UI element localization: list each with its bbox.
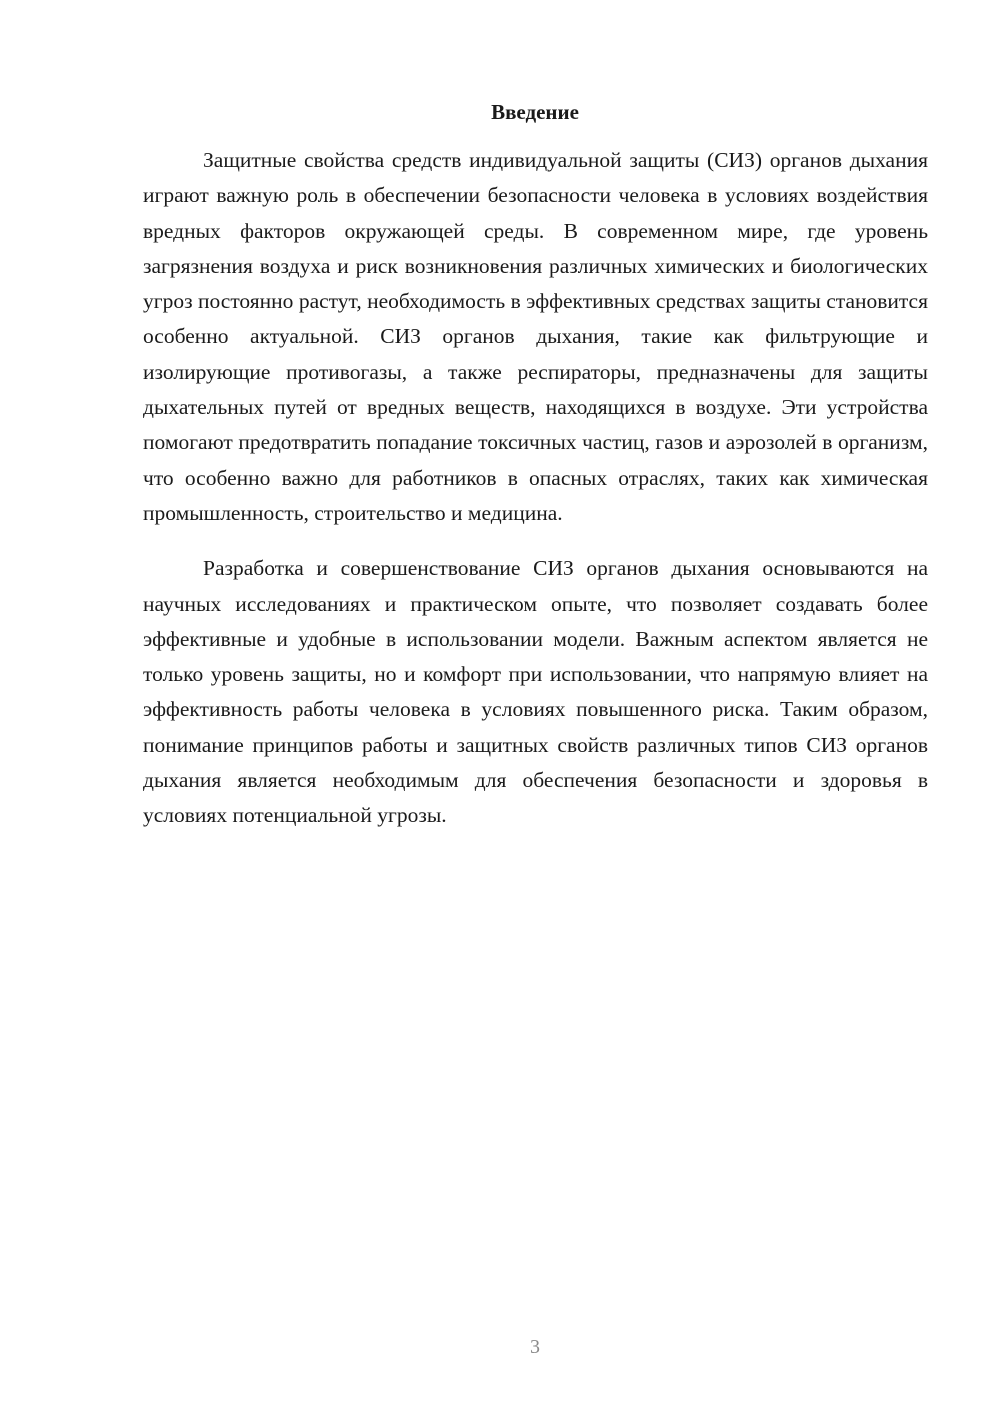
section-heading: Введение [491, 100, 579, 124]
paragraph-1: Защитные свойства средств индивидуальной защиты (СИЗ) органов дыхания играют важную роль в обеспечении безопасности человека в условиях воздействия вредных факторов окружающей среды. В современном мире, где уровень загрязнения воздуха и риск возникновения различных химических и биологических угроз постоянно растут, необходимость в эффективных средствах защиты становится особенно актуальной. СИЗ органов дыхания, такие как фильтрующие и изолирующие противогазы, а также респираторы, предназначены для защиты дыхательных путей от вредных веществ, находящихся в воздухе. Эти устройства помогают предотвратить попадание токсичных частиц, газов и аэрозолей в организм, что особенно важно для работников в опасных отраслях, таких как химическая промышленность, строительство и медицина. [143, 148, 928, 525]
body-text [143, 143, 928, 834]
page-number: 3 [530, 1336, 540, 1358]
paragraph-2: Разработка и совершенствование СИЗ органов дыхания основываются на научных исследованиях и практическом опыте, что позволяет создавать более эффективные и удобные в использовании модели. Важным аспектом является не только уровень защиты, но и комфорт при использовании, что напрямую влияет на эффективность работы человека в условиях повышенного риска. Таким образом, понимание принципов работы и защитных свойств различных типов СИЗ органов дыхания является необходимым для обеспечения безопасности и здоровья в условиях потенциальной угрозы. [143, 556, 928, 828]
